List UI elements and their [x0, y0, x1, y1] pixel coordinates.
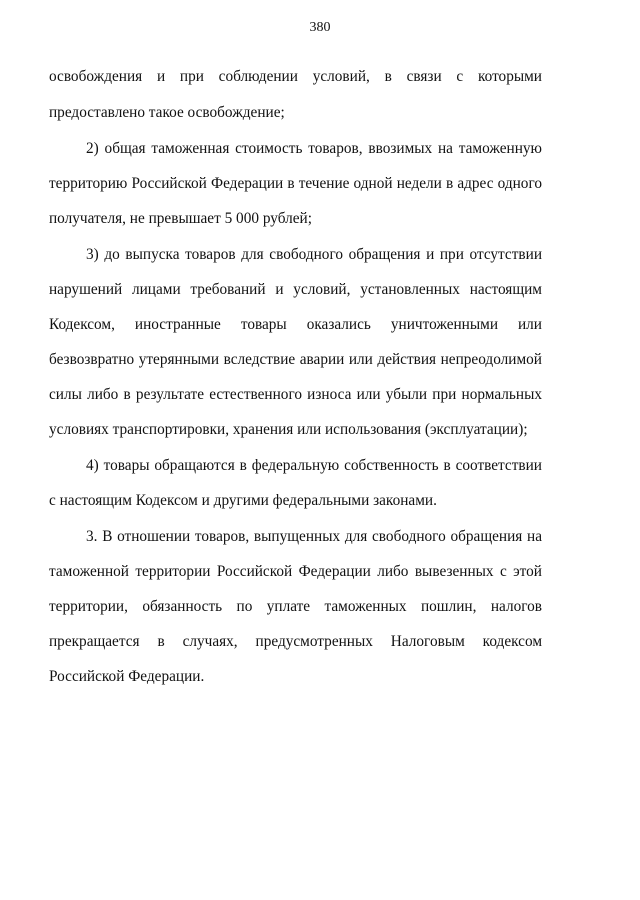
text-line: территории, обязанность по уплате таможенных пошлин, налогов — [49, 598, 542, 615]
text-line: силы либо в результате естественного износа или убыли при нормальных — [49, 386, 542, 403]
text-line: 3. В отношении товаров, выпущенных для свободного обращения на — [86, 528, 542, 545]
text-line: прекращается в случаях, предусмотренных Налоговым кодексом — [49, 633, 542, 650]
text-line: 4) товары обращаются в федеральную собственность в соответствии — [86, 457, 542, 474]
page-number: 380 — [309, 20, 331, 35]
text-line: освобождения и при соблюдении условий, в связи с которыми — [49, 68, 542, 85]
text-line: предоставлено такое освобождение; — [49, 104, 285, 121]
text-line: условиях транспортировки, хранения или использования (эксплуатации); — [49, 421, 528, 438]
text-line: получателя, не превышает 5 000 рублей; — [49, 210, 312, 227]
text-line: нарушений лицами требований и условий, установленных настоящим — [49, 281, 542, 298]
text-line: Кодексом, иностранные товары оказались уничтоженными или — [49, 316, 542, 333]
text-line: таможенной территории Российской Федерации либо вывезенных с этой — [49, 563, 542, 580]
text-line: 3) до выпуска товаров для свободного обращения и при отсутствии — [86, 246, 542, 263]
text-line: территорию Российской Федерации в течение одной недели в адрес одного — [49, 175, 542, 192]
text-line: 2) общая таможенная стоимость товаров, ввозимых на таможенную — [86, 140, 542, 157]
text-line: безвозвратно утерянными вследствие аварии или действия непреодолимой — [49, 351, 542, 368]
text-line: Российской Федерации. — [49, 668, 205, 685]
text-line: с настоящим Кодексом и другими федеральными законами. — [49, 492, 437, 509]
